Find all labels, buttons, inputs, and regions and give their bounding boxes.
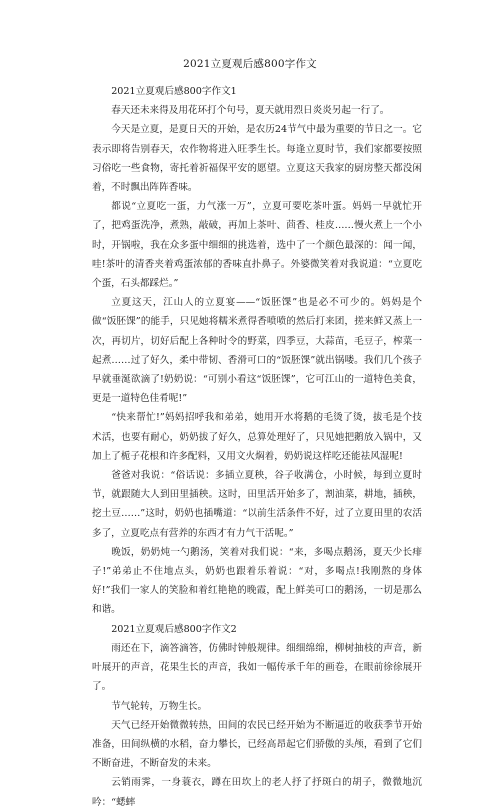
document-title: 2021立夏观后感800字作文: [183, 58, 317, 70]
paragraph: 云销雨霁，一身蓑衣，蹲在田坎上的老人抒了抒斑白的胡子，微微地沉吟：“蟋蟀: [92, 777, 422, 808]
paragraph: “快来帮忙!”妈妈招呼我和弟弟，她用开水将鹅的毛烫了烫，拔毛是个技术活，也要有耐心，奶奶拔了好久，总算处理好了，只见她把鹅放入锅中，又加上了栀子花根和许多配料，又用文火焖着，奶奶说这样吃还能祛风湿呢!: [92, 412, 422, 462]
paragraph: 节气轮转，万物生长。: [111, 700, 208, 712]
paragraph: 春天还未来得及用花环打个句号，夏天就用烈日炎炎另起一行了。: [111, 105, 390, 117]
document-body: [92, 82, 422, 812]
paragraph: 爸爸对我说：“俗话说：多插立夏秧，谷子收满仓，小时候，每到立夏时节，就跟随大人到田里插秧。这时，田里活开始多了，割油菜，耕地，插秧，挖土豆……”这时，奶奶也插嘴道：“以前生活条件不好，过了立夏田里的农活多了，立夏吃点有营养的东西才有力气干活呢。”: [92, 470, 422, 539]
paragraph: 雨还在下，滴答滴答，仿佛时钟般规律。细细绵绵，柳树抽枝的声音，新叶展开的声音，花果生长的声音，我如一幅传承千年的画卷，在眼前徐徐展开了。: [92, 642, 422, 693]
paragraph: 都说“立夏吃一蛋，力气涨一万”，立夏可要吃茶叶蛋。妈妈一早就忙开了，把鸡蛋洗净，煮熟，敲破，再加上茶叶、茴香、桂皮……慢火煮上一个小时，开锅啦，我在众多蛋中细细的挑选着，选中了一个颜色最深的：闻一闻，哇!茶叶的清香夹着鸡蛋浓郁的香味直扑鼻子。外婆微笑着对我说道：“立夏吃个蛋，石头都踩烂。”: [92, 201, 422, 290]
paragraph: 天气已经开始微微转热，田间的农民已经开始为不断逼近的收获季节开始准备，田间纵横的水稻，奋力攀长，已经高昂起它们骄傲的头颅，看到了它们不断奋进，不断奋发的未来。: [92, 719, 422, 770]
paragraph: 今天是立夏，是夏日天的开始，是农历24节气中最为重要的节日之一。它表示即将告别春天，农作物将进入旺季生长。每逢立夏时节，我们家都要按照习俗吃一些食物，寄托着祈福保平安的愿望。立夏这天我家的厨房整天都没闲着，不时飘出阵阵香味。: [92, 124, 422, 194]
section-heading: 2021立夏观后感800字作文1: [111, 86, 237, 97]
section-heading: 2021立夏观后感800字作文2: [111, 623, 237, 635]
paragraph: 晚饭，奶奶炖一勺鹅汤，笑着对我们说：“来，多喝点鹅汤，夏天少长痱子!”弟弟止不住地点头，奶奶也跟着乐着说：“对，多喝点!我刚熬的身体好!”我们一家人的笑脸和着红艳艳的晚霞，配上鲜美可口的鹅汤，一切是那么和谐。: [92, 546, 422, 616]
paragraph: 立夏这天，江山人的立夏宴——“饭胚馃”也是必不可少的。妈妈是个做“饭胚馃”的能手，只见她将糯米煮得香喷喷的然后打来团，搓来鲜又蒸上一次，再切片，切好后配上各种时令的野菜，四季豆，大蒜苗，毛豆子，榨菜一起煮……过了好久，柔中带韧、香滑可口的“饭胚馃”就出锅喽。我们几个孩子早就垂涎欲滴了!奶奶说：“可别小看这“饭胚馃”，它可江山的一道特色美食，更是一道特色佳肴呢!”: [92, 297, 422, 405]
